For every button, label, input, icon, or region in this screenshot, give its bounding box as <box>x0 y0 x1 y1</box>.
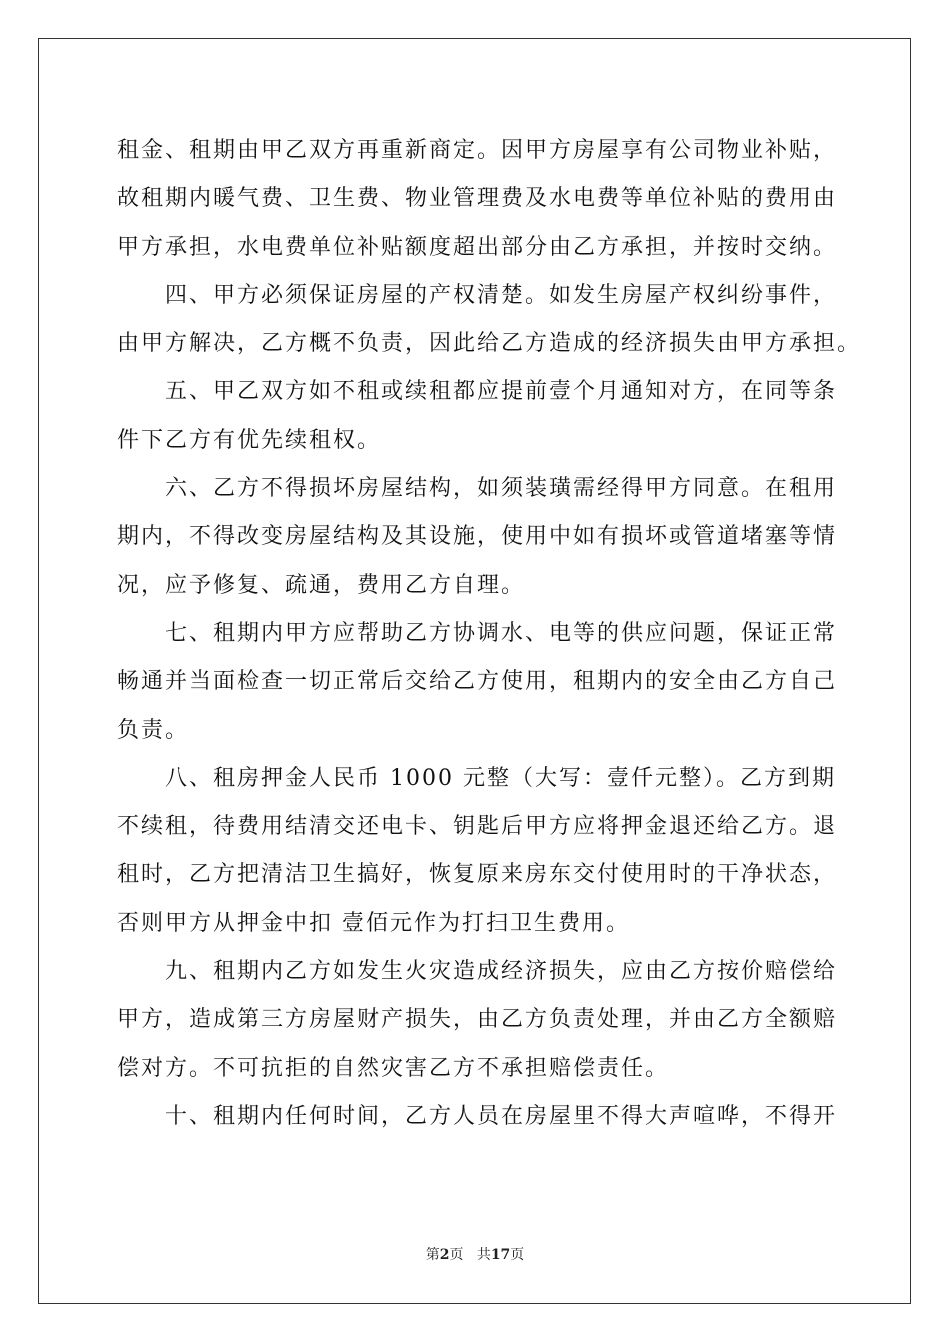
text-line: 否则甲方从押金中扣 壹佰元作为打扫卫生费用。 <box>117 910 630 936</box>
contract-body <box>117 127 862 1141</box>
text-line: 况，应予修复、疏通，费用乙方自理。 <box>117 572 526 598</box>
text-line: 负责。 <box>117 717 190 743</box>
text-line: 甲方承担，水电费单位补贴额度超出部分由乙方承担，并按时交纳。 <box>117 234 838 260</box>
text-line: 六、乙方不得损坏房屋结构，如须装璜需经得甲方同意。在租用 <box>165 476 838 502</box>
text-line: 期内，不得改变房屋结构及其设施，使用中如有损坏或管道堵塞等情 <box>117 524 838 550</box>
text-line: 甲方，造成第三方房屋财产损失，由乙方负责处理，并由乙方全额赔 <box>117 1007 838 1033</box>
text-line: 九、租期内乙方如发生火灾造成经济损失，应由乙方按价赔偿给 <box>165 959 838 985</box>
text-line: 八、租房押金人民币 1000 元整（大写：壹仟元整）。乙方到期 <box>165 765 836 791</box>
page-suffix: 页 <box>449 1247 464 1263</box>
text-line: 由甲方解决，乙方概不负责，因此给乙方造成的经济损失由甲方承担。 <box>117 331 862 357</box>
text-line: 租金、租期由甲乙双方再重新商定。因甲方房屋享有公司物业补贴， <box>117 138 838 163</box>
text-line: 七、租期内甲方应帮助乙方协调水、电等的供应问题，保证正常 <box>165 620 838 646</box>
total-prefix: 共 <box>476 1247 491 1263</box>
text-line: 租时，乙方把清洁卫生搞好，恢复原来房东交付使用时的干净状态， <box>117 862 838 888</box>
text-line: 畅通并当面检查一切正常后交给乙方使用，租期内的安全由乙方自己 <box>117 669 838 695</box>
text-line: 件下乙方有优先续租权。 <box>117 427 382 453</box>
page-footer <box>0 1244 950 1264</box>
text-line: 四、甲方必须保证房屋的产权清楚。如发生房屋产权纠纷事件， <box>165 282 838 308</box>
text-line: 十、租期内任何时间，乙方人员在房屋里不得大声喧哗，不得开 <box>165 1103 838 1129</box>
total-pages: 17 <box>490 1247 511 1263</box>
total-suffix: 页 <box>510 1247 525 1263</box>
page-number: 2 <box>439 1247 450 1263</box>
text-line: 偿对方。不可抗拒的自然灾害乙方不承担赔偿责任。 <box>117 1055 670 1081</box>
text-line: 五、甲乙双方如不租或续租都应提前壹个月通知对方，在同等条 <box>165 379 838 405</box>
text-line: 不续租，待费用结清交还电卡、钥匙后甲方应将押金退还给乙方。退 <box>117 814 838 840</box>
page-prefix: 第 <box>425 1247 440 1263</box>
text-line: 故租期内暖气费、卫生费、物业管理费及水电费等单位补贴的费用由 <box>117 186 838 212</box>
